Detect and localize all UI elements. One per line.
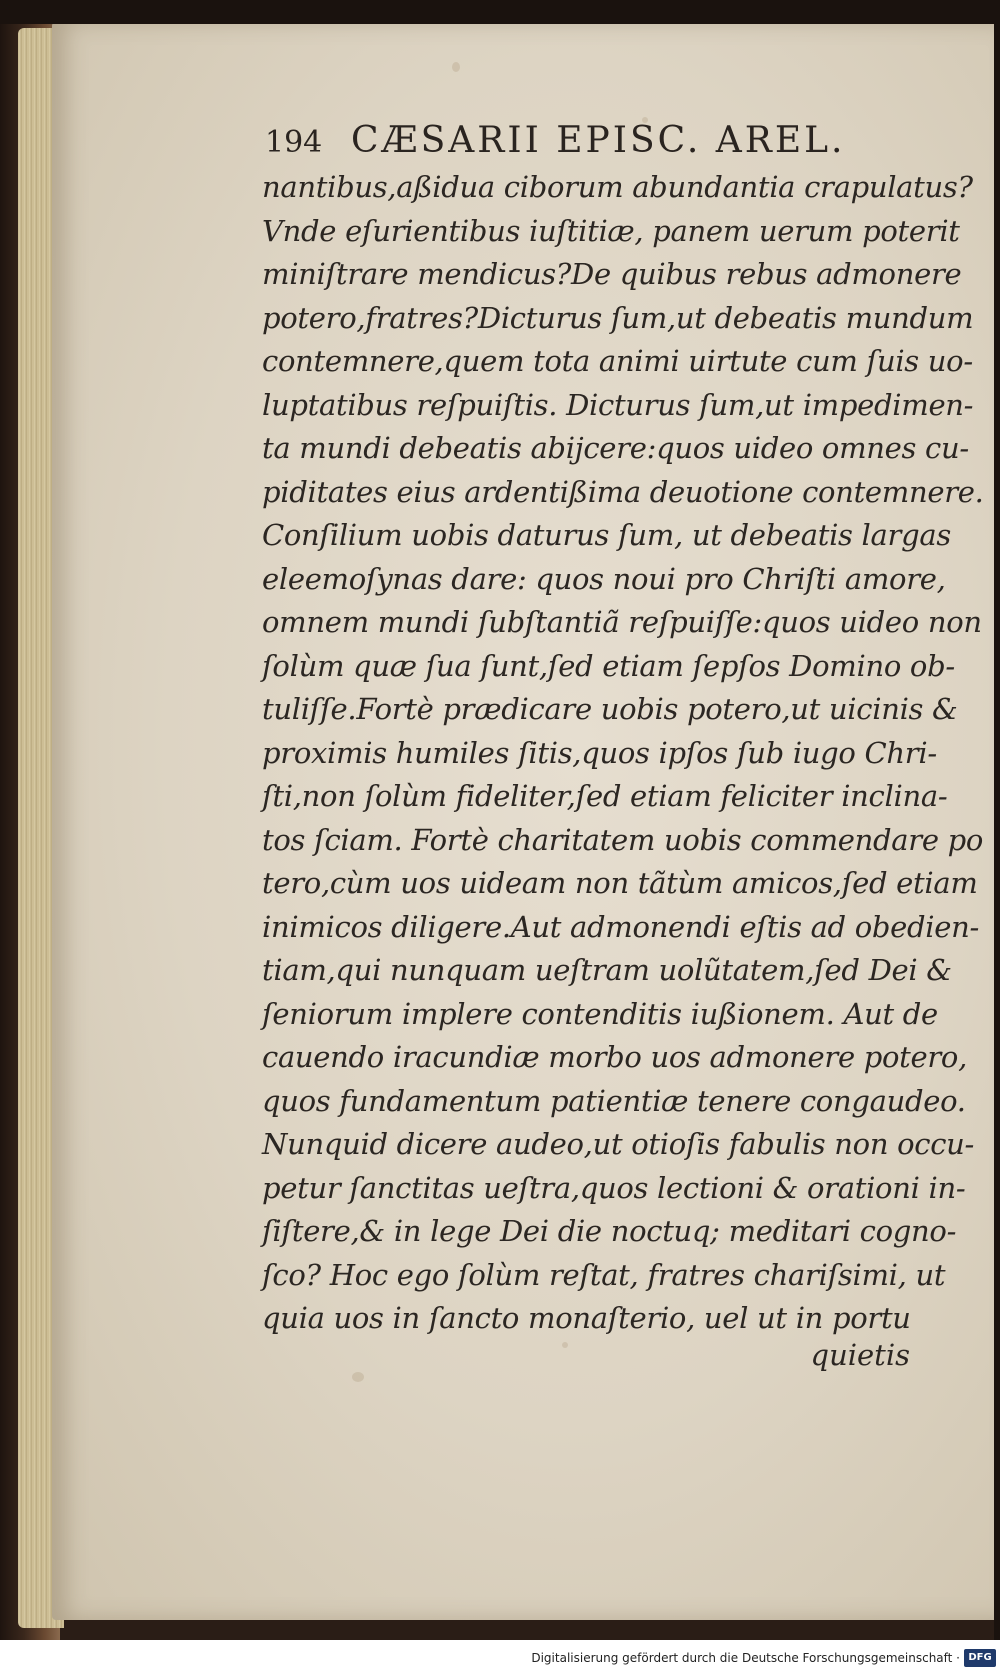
text-line: piditates eius ardentißima deuotione contemnere. xyxy=(262,474,984,509)
text-line: quia uos in ſancto monaſterio, uel ut in portu xyxy=(262,1301,911,1335)
text-line: proximis humiles ſitis,quos ipſos ſub iugo Chri- xyxy=(262,735,937,770)
text-line: luptatibus reſpuiſtis. Dicturus ſum,ut impedimen- xyxy=(262,387,974,422)
foxing-spot xyxy=(352,1372,364,1382)
text-line: tiam,qui nunquam ueſtram uolũtatem,ſed Dei & xyxy=(262,953,952,987)
text-line: eleemoſynas dare: quos noui pro Chriſti amore, xyxy=(262,561,946,596)
text-line: nantibus,aßidua ciborum abundantia crapulatus? xyxy=(262,170,973,204)
text-line: cauendo iracundiæ morbo uos admonere potero, xyxy=(262,1040,968,1074)
text-line: inimicos diligere.Aut admonendi eſtis ad obedien- xyxy=(262,909,979,944)
text-line: ſolùm quæ ſua ſunt,ſed etiam ſepſos Domino ob- xyxy=(262,648,955,683)
text-line: ſeniorum implere contenditis iußionem. Aut de xyxy=(262,996,938,1031)
text-line: ta mundi debeatis abijcere:quos uideo omnes cu- xyxy=(262,431,969,465)
text-line: tos ſciam. Fortè charitatem uobis commendare po xyxy=(262,822,984,857)
text-line: quos fundamentum patientiæ tenere congaudeo. xyxy=(262,1083,966,1118)
text-line: ſiſtere,& in lege Dei die noctuq; meditari cogno- xyxy=(262,1214,957,1248)
foxing-spot xyxy=(452,62,460,72)
text-line: potero,fratres?Dicturus ſum,ut debeatis mundum xyxy=(262,300,974,335)
scan-top-border xyxy=(0,0,1000,24)
text-line: Vnde eſurientibus iuſtitiæ, panem uerum poterit xyxy=(262,213,960,248)
catchword: quietis xyxy=(810,1338,910,1372)
scan-right-border xyxy=(994,0,1000,1640)
digitization-footer xyxy=(0,1640,1000,1680)
text-line: tero,cùm uos uideam non tãtùm amicos,ſed etiam xyxy=(262,866,978,900)
text-line: omnem mundi ſubſtantiã reſpuiſſe:quos uideo non xyxy=(262,605,982,639)
text-line: Conſilium uobis daturus ſum, ut debeatis largas xyxy=(262,518,951,552)
dfg-logo-icon: DFG xyxy=(964,1649,996,1667)
text-line: ſco? Hoc ego ſolùm reſtat, fratres chariſsimi, ut xyxy=(262,1257,946,1292)
foxing-spot xyxy=(562,1342,568,1348)
page-header xyxy=(265,120,905,164)
text-line: ſti,non ſolùm fideliter,ſed etiam feliciter inclina- xyxy=(262,779,948,813)
text-line: tuliſſe.Fortè prædicare uobis potero,ut uicinis & xyxy=(262,692,958,726)
body-text xyxy=(262,166,984,1341)
page-number: 194 xyxy=(265,125,323,160)
text-line: contemnere,quem tota animi uirtute cum ſuis uo- xyxy=(262,344,973,378)
funding-credit: Digitalisierung gefördert durch die Deutsche Forschungsgemeinschaft · xyxy=(531,1651,960,1665)
text-line: miniſtrare mendicus?De quibus rebus admonere xyxy=(262,257,962,291)
text-line: Nunquid dicere audeo,ut otioſis fabulis non occu- xyxy=(262,1127,975,1161)
running-title: CÆSARII EPISC. AREL. xyxy=(351,120,846,161)
text-line: petur ſanctitas ueſtra,quos lectioni & orationi in- xyxy=(262,1170,966,1205)
